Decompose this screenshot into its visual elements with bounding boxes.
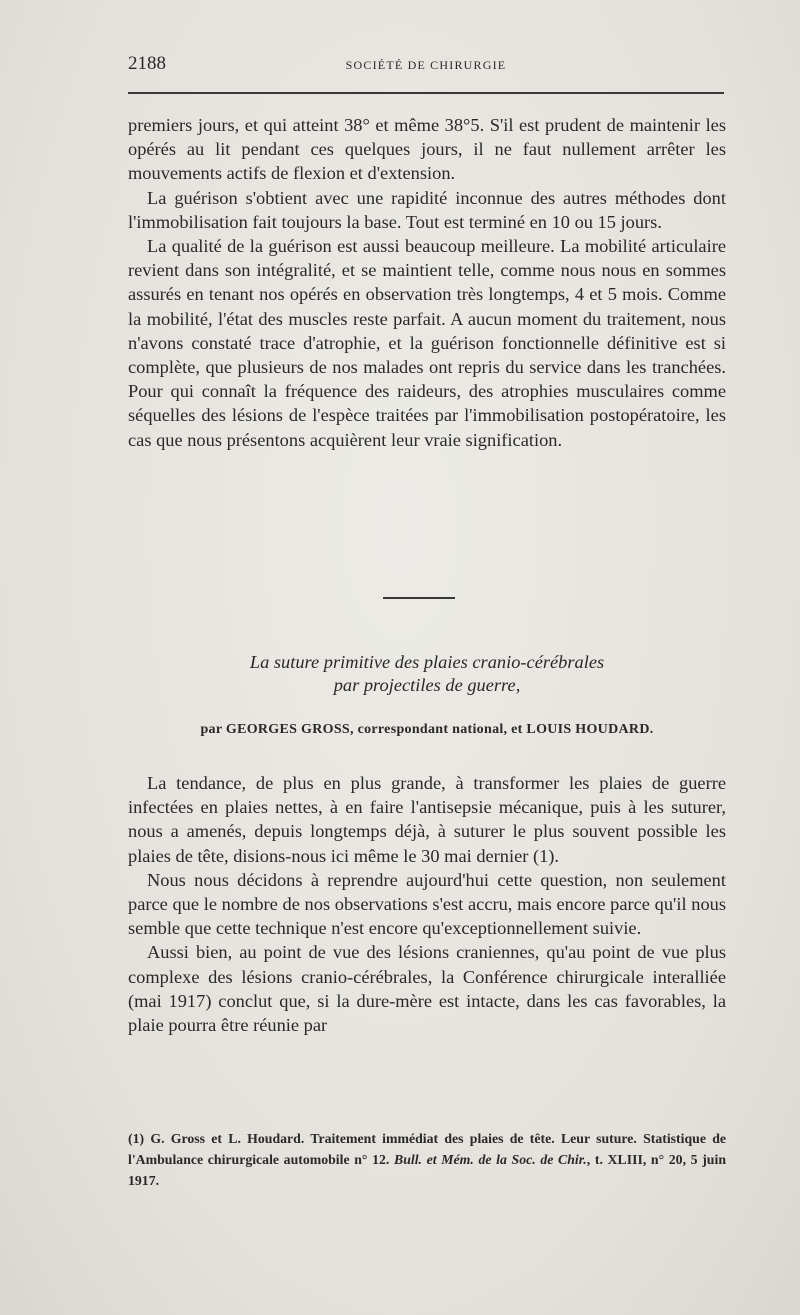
paragraph: Aussi bien, au point de vue des lésions craniennes, qu'au point de vue plus complexe des lésions cranio-cérébrales, la Conférence chirurgicale interalliée (mai 1917) conclut que, si la dure-mère est intacte, dans les cas favorables, la plaie pourra être réunie par <box>128 942 726 1036</box>
footnote-journal: Bull. et Mém. de la Soc. de Chir. <box>394 1152 587 1167</box>
paragraph: Nous nous décidons à reprendre aujourd'hui cette question, non seulement parce que le nombre de nos observations s'est accru, mais encore parce qu'il nous semble que cette technique n'est encore qu'exceptionnellement suivie. <box>128 869 726 939</box>
footnote <box>128 1128 726 1191</box>
paragraph: La guérison s'obtient avec une rapidité inconnue des autres méthodes dont l'immobilisation fait toujours la base. Tout est terminé en 10 ou 15 jours. <box>128 187 726 232</box>
article-byline: par GEORGES GROSS, correspondant national, et LOUIS HOUDARD. <box>200 722 654 737</box>
running-head: SOCIÉTÉ DE CHIRURGIE <box>345 58 507 72</box>
article-body <box>128 771 726 1037</box>
paragraph: premiers jours, et qui atteint 38° et même 38°5. S'il est prudent de maintenir les opérés au lit pendant ces quelques jours, il ne faut nullement arrêter les mouvements actifs de flexion et d'extension. <box>128 115 726 184</box>
section-separator <box>383 597 455 599</box>
paragraph: La qualité de la guérison est aussi beaucoup meilleure. La mobilité articulaire revient dans son intégralité, et se maintient telle, comme nous nous en sommes assurés en tenant nos opérés en observation très longtemps, 4 et 5 mois. Comme la mobilité, l'état des muscles reste parfait. A aucun moment du traitement, nous n'avons constaté trace d'atrophie, et la guérison fonctionnelle définitive est si complète, que plusieurs de nos malades ont repris du service dans les tranchées. Pour qui connaît la fréquence des raideurs, des atrophies musculaires comme séquelles des lésions de l'espèce traitées par l'immobilisation postopératoire, les cas que nous présentons acquièrent leur vraie signification. <box>128 236 726 450</box>
article-title <box>128 651 726 697</box>
section-continued-text <box>128 113 726 452</box>
article-title-line: par projectiles de guerre, <box>333 675 521 695</box>
footnote-reference: , t. XLIII, n° 20, 5 juin 1917. <box>128 1152 726 1188</box>
article-title-line: La suture primitive des plaies cranio-cérébrales <box>249 652 605 672</box>
page-header <box>128 53 724 81</box>
footnote-text: (1) G. Gross et L. Houdard. Traitement immédiat des plaies de tête. Leur suture. Statistique de l'Ambulance chirurgicale automobile n° 12. <box>128 1131 726 1167</box>
header-rule <box>128 92 724 94</box>
page-number: 2188 <box>128 53 166 74</box>
paragraph: La tendance, de plus en plus grande, à transformer les plaies de guerre infectées en plaies nettes, à en faire l'antisepsie mécanique, puis à les suturer, nous a amenés, depuis longtemps déjà, à suturer le plus souvent possible les plaies de tête, disions-nous ici même le 30 mai dernier (1). <box>128 773 726 866</box>
